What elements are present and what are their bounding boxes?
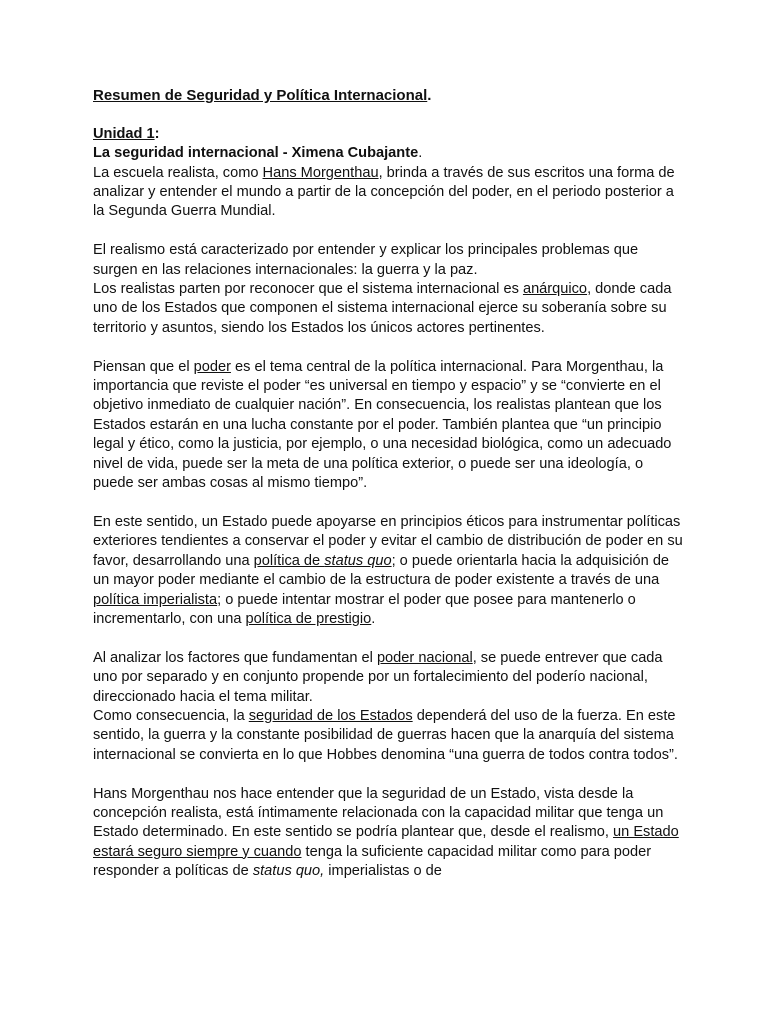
- p2-text-a: Los realistas parten por reconocer que el sistema internacional es: [93, 281, 523, 298]
- paragraph-4: [93, 513, 683, 629]
- p6-text-a: Hans Morgenthau nos hace entender que la seguridad de un Estado, vista desde la concepción realista, está íntimamente relacionada con la capacidad militar que tenga un Estado determinado. En este sentido se podría plantear que, desde el realismo,: [93, 785, 664, 841]
- document-title: [93, 86, 683, 105]
- p1-text-a: La escuela realista, como: [93, 164, 263, 181]
- p1-underlined-morgenthau: Hans Morgenthau: [262, 164, 379, 181]
- section-heading-text: La seguridad internacional - Ximena Cubajante: [93, 145, 419, 162]
- p2-underlined-anarquico: anárquico: [522, 281, 588, 298]
- p1-text-b: , brinda a través de sus escritos una forma de analizar y entender el mundo a partir de la concepción del poder, en el periodo posterior a la Segunda Guerra Mundial.: [93, 164, 675, 220]
- unit-colon: :: [154, 125, 160, 142]
- p2-text-b: , donde cada uno de los Estados que componen el sistema internacional ejerce su soberanía sobre su territorio y asuntos, siendo los Estados los únicos actores pertinentes.: [93, 281, 672, 336]
- unit-label: Unidad 1: [93, 125, 155, 142]
- unit-heading: [93, 125, 683, 144]
- paragraph-6: [93, 785, 683, 882]
- p4-text-b: ; o puede orientarla hacia la adquisición de un mayor poder mediante el cambio de la estructura de poder existente a través de una: [93, 552, 670, 589]
- document-title-period: .: [427, 87, 432, 104]
- paragraph-5-part-2: [93, 707, 683, 765]
- document-page: [93, 86, 683, 882]
- p6-text-c: imperialistas o de: [324, 863, 442, 880]
- p4-text-d: .: [371, 610, 376, 627]
- p6-italic-status-quo: status quo,: [252, 863, 325, 880]
- p4-link1-a: política de: [253, 552, 325, 569]
- section-heading: [93, 144, 683, 163]
- p3-text-a: Piensan que el: [93, 358, 194, 375]
- paragraph-2-line-1: [93, 241, 683, 280]
- p3-text-b: es el tema central de la política internacional. Para Morgenthau, la importancia que reviste el poder “es universal en tiempo y espacio” y se “convierte en el objetivo inmediato de cualquier nación”. En consecuencia, los realistas plantean que los Estados estarán en una lucha constante por el poder. También plantea que “un principio legal y ético, como la justicia, por ejemplo, o una necesidad biológica, como un adecuado nivel de vida, puede ser la meta de una política exterior, o puede ser una ideología, o puede ser ambas cosas al mismo tiempo”.: [93, 358, 672, 492]
- p5-underlined-poder-nacional: poder nacional: [376, 649, 473, 666]
- p5-text-c: Como consecuencia, la: [93, 707, 249, 724]
- p2-line1: El realismo está caracterizado por entender y explicar los principales problemas que surgen en las relaciones internacionales: la guerra y la paz.: [93, 242, 639, 278]
- section-heading-period: .: [418, 145, 423, 162]
- paragraph-2: [93, 280, 683, 338]
- p5-text-b: , se puede entrever que cada uno por separado y en conjunto propende por un fortalecimiento del poderío nacional, direccionado hacia el tema militar.: [93, 649, 663, 705]
- p4-link1-b: status quo: [324, 552, 392, 569]
- p4-text-c: ; o puede intentar mostrar el poder que posee para mantenerlo o incrementarlo, con una: [93, 591, 636, 627]
- p6-text-b: tenga la suficiente capacidad militar como para poder responder a políticas de: [93, 843, 652, 880]
- paragraph-5-part-1: [93, 649, 683, 707]
- p4-underlined-prestigio: política de prestigio: [245, 610, 372, 627]
- p4-underlined-imperialista: política imperialista: [93, 591, 218, 608]
- p3-underlined-poder: poder: [193, 358, 231, 375]
- paragraph-1: [93, 164, 683, 222]
- p4-text-a: En este sentido, un Estado puede apoyarse en principios éticos para instrumentar políticas exteriores tendientes a conservar el poder y evitar el cambio de distribución de poder en su favor, desarrollando una: [93, 513, 683, 569]
- paragraph-3: [93, 358, 683, 494]
- p5-text-d: dependerá del uso de la fuerza. En este sentido, la guerra y la constante posibilidad de guerras hacen que la anarquía del sistema internacional se convierta en lo que Hobbes denomina “una guerra de todos contra todos”.: [93, 707, 678, 763]
- p6-underlined-seguro: un Estado estará seguro siempre y cuando: [93, 824, 679, 860]
- p5-underlined-seguridad: seguridad de los Estados: [248, 707, 413, 724]
- p5-text-a: Al analizar los factores que fundamentan el: [93, 649, 377, 666]
- document-title-text: Resumen de Seguridad y Política Internacional: [93, 87, 428, 104]
- p4-underlined-status-quo: [254, 553, 392, 569]
